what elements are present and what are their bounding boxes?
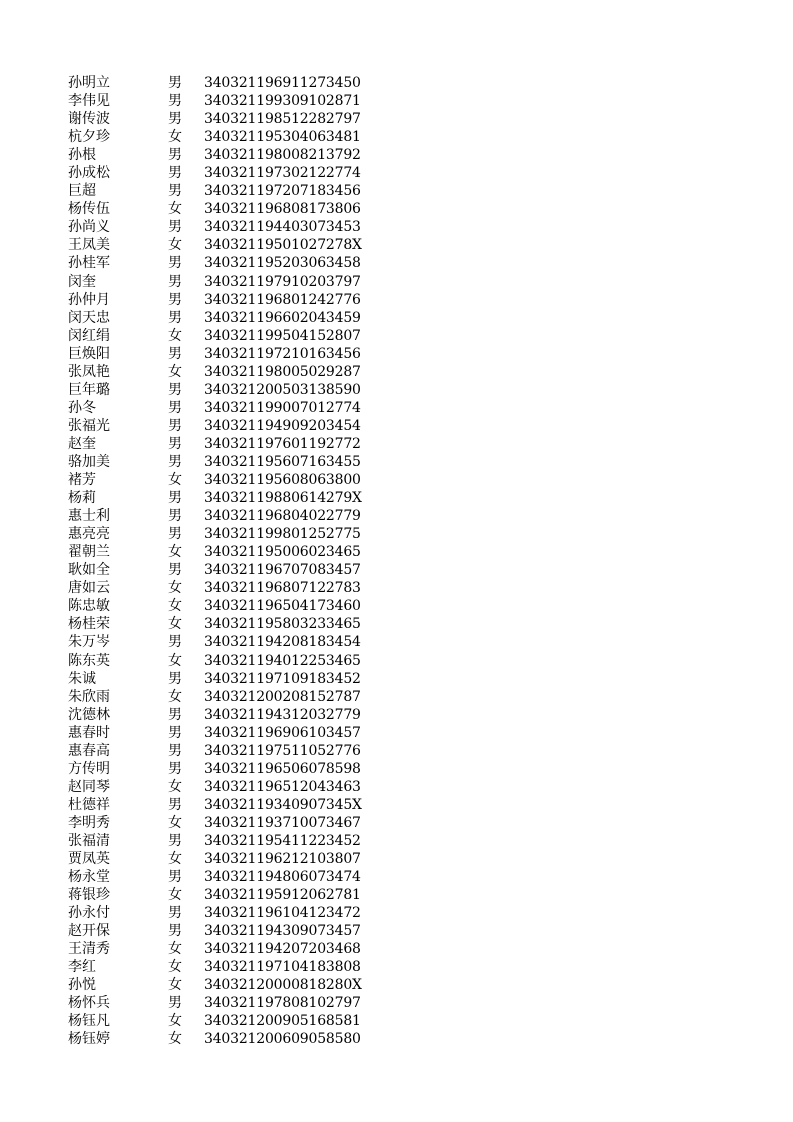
person-name: 惠亮亮 xyxy=(68,526,110,543)
roster-table xyxy=(68,74,368,1049)
person-gender: 男 xyxy=(168,724,182,741)
person-name: 赵开保 xyxy=(68,923,110,940)
person-name: 沈德林 xyxy=(68,706,110,723)
person-id-number: 340321196506078598 xyxy=(204,760,361,777)
person-id-number: 340321196104123472 xyxy=(204,905,361,922)
person-id-number: 340321195912062781 xyxy=(204,887,361,904)
table-row xyxy=(68,1030,368,1048)
table-row xyxy=(68,254,368,272)
person-gender: 男 xyxy=(168,453,182,470)
person-gender: 男 xyxy=(168,490,182,507)
person-name: 孙明立 xyxy=(68,75,110,91)
table-row xyxy=(68,74,368,92)
table-row xyxy=(68,435,368,453)
person-gender: 女 xyxy=(168,237,182,254)
person-name: 李伟见 xyxy=(68,93,110,110)
person-id-number: 340321195203063458 xyxy=(204,255,361,272)
person-id-number: 340321196707083457 xyxy=(204,562,361,579)
table-row xyxy=(68,525,368,543)
person-id-number: 340321197808102797 xyxy=(204,995,361,1012)
person-name: 孙仲月 xyxy=(68,291,110,308)
person-id-number: 340321200905168581 xyxy=(204,1013,361,1030)
person-gender: 男 xyxy=(168,670,182,687)
table-row xyxy=(68,182,368,200)
person-gender: 男 xyxy=(168,111,182,128)
person-gender: 女 xyxy=(168,327,182,344)
person-name: 孙尚义 xyxy=(68,219,110,236)
person-id-number: 340321200609058580 xyxy=(204,1031,361,1048)
person-id-number: 340321195411223452 xyxy=(204,832,361,849)
person-name: 巨超 xyxy=(68,183,96,200)
person-name: 赵同琴 xyxy=(68,778,110,795)
person-name: 孙冬 xyxy=(68,399,96,416)
person-gender: 女 xyxy=(168,1031,182,1048)
person-gender: 女 xyxy=(168,941,182,958)
person-id-number: 340321193710073467 xyxy=(204,814,361,831)
table-row xyxy=(68,940,368,958)
person-name: 张福清 xyxy=(68,832,110,849)
person-id-number: 340321199504152807 xyxy=(204,327,361,344)
person-name: 谢传波 xyxy=(68,111,110,128)
table-row xyxy=(68,976,368,994)
person-gender: 女 xyxy=(168,778,182,795)
person-name: 闵奎 xyxy=(68,273,96,290)
table-row xyxy=(68,742,368,760)
table-row xyxy=(68,507,368,525)
table-row xyxy=(68,363,368,381)
person-gender: 女 xyxy=(168,580,182,597)
person-id-number: 340321194403073453 xyxy=(204,219,361,236)
person-name: 陈东英 xyxy=(68,652,110,669)
person-name: 王清秀 xyxy=(68,941,110,958)
person-name: 朱欣雨 xyxy=(68,688,110,705)
table-row xyxy=(68,652,368,670)
person-name: 蒋银珍 xyxy=(68,887,110,904)
person-id-number: 340321197104183808 xyxy=(204,959,361,976)
person-name: 杨传伍 xyxy=(68,201,110,218)
person-gender: 男 xyxy=(168,381,182,398)
table-row xyxy=(68,218,368,236)
person-gender: 男 xyxy=(168,75,182,91)
person-id-number: 34032119340907345X xyxy=(204,796,362,813)
person-id-number: 340321196504173460 xyxy=(204,598,361,615)
person-name: 翟朝兰 xyxy=(68,544,110,561)
person-name: 贾凤英 xyxy=(68,851,110,868)
person-id-number: 340321196804022779 xyxy=(204,508,361,525)
person-name: 闵天忠 xyxy=(68,309,110,326)
table-row xyxy=(68,1012,368,1030)
person-id-number: 340321197910203797 xyxy=(204,273,361,290)
person-gender: 男 xyxy=(168,435,182,452)
person-id-number: 340321199801252775 xyxy=(204,526,361,543)
table-row xyxy=(68,417,368,435)
table-row xyxy=(68,706,368,724)
person-id-number: 340321196512043463 xyxy=(204,778,361,795)
person-gender: 男 xyxy=(168,923,182,940)
person-gender: 男 xyxy=(168,526,182,543)
person-id-number: 34032119501027278X xyxy=(204,237,362,254)
person-id-number: 340321200503138590 xyxy=(204,381,361,398)
person-name: 唐如云 xyxy=(68,580,110,597)
person-id-number: 340321195304063481 xyxy=(204,129,361,146)
person-gender: 女 xyxy=(168,688,182,705)
person-gender: 男 xyxy=(168,291,182,308)
person-name: 巨焕阳 xyxy=(68,345,110,362)
table-row xyxy=(68,200,368,218)
person-id-number: 340321196906103457 xyxy=(204,724,361,741)
person-id-number: 34032119880614279X xyxy=(204,490,362,507)
person-id-number: 340321197511052776 xyxy=(204,742,361,759)
table-row xyxy=(68,110,368,128)
table-row xyxy=(68,489,368,507)
table-row xyxy=(68,832,368,850)
person-id-number: 340321199007012774 xyxy=(204,399,361,416)
person-id-number: 340321194208183454 xyxy=(204,634,361,651)
person-name: 陈忠敏 xyxy=(68,598,110,615)
person-name: 褚芳 xyxy=(68,472,96,489)
table-row xyxy=(68,381,368,399)
table-row xyxy=(68,291,368,309)
person-gender: 男 xyxy=(168,399,182,416)
person-id-number: 340321197601192772 xyxy=(204,435,361,452)
person-name: 孙成松 xyxy=(68,165,110,182)
person-id-number: 340321194207203468 xyxy=(204,941,361,958)
person-gender: 男 xyxy=(168,508,182,525)
person-gender: 女 xyxy=(168,201,182,218)
person-gender: 男 xyxy=(168,634,182,651)
person-id-number: 340321194309073457 xyxy=(204,923,361,940)
person-name: 惠春高 xyxy=(68,742,110,759)
table-row xyxy=(68,579,368,597)
person-id-number: 340321195608063800 xyxy=(204,472,361,489)
person-gender: 男 xyxy=(168,417,182,434)
person-id-number: 340321196808173806 xyxy=(204,201,361,218)
person-name: 李红 xyxy=(68,959,96,976)
person-gender: 女 xyxy=(168,129,182,146)
person-gender: 女 xyxy=(168,887,182,904)
person-gender: 女 xyxy=(168,652,182,669)
table-row xyxy=(68,778,368,796)
person-name: 孙永付 xyxy=(68,905,110,922)
person-name: 杨怀兵 xyxy=(68,995,110,1012)
table-row xyxy=(68,543,368,561)
person-gender: 女 xyxy=(168,598,182,615)
person-name: 杨钰婷 xyxy=(68,1031,110,1048)
person-name: 孙根 xyxy=(68,147,96,164)
person-gender: 男 xyxy=(168,273,182,290)
person-gender: 女 xyxy=(168,544,182,561)
person-gender: 男 xyxy=(168,995,182,1012)
table-row xyxy=(68,236,368,254)
person-id-number: 340321195803233465 xyxy=(204,616,361,633)
table-row xyxy=(68,92,368,110)
person-gender: 男 xyxy=(168,832,182,849)
table-row xyxy=(68,453,368,471)
person-gender: 男 xyxy=(168,562,182,579)
person-name: 耿如全 xyxy=(68,562,110,579)
person-id-number: 340321194312032779 xyxy=(204,706,361,723)
person-gender: 女 xyxy=(168,616,182,633)
person-name: 李明秀 xyxy=(68,814,110,831)
person-id-number: 340321198512282797 xyxy=(204,111,361,128)
person-id-number: 340321199309102871 xyxy=(204,93,361,110)
person-gender: 女 xyxy=(168,363,182,380)
person-gender: 女 xyxy=(168,851,182,868)
table-row xyxy=(68,128,368,146)
person-id-number: 340321195607163455 xyxy=(204,453,361,470)
table-row xyxy=(68,994,368,1012)
person-name: 孙悦 xyxy=(68,977,96,994)
person-name: 杨钰凡 xyxy=(68,1013,110,1030)
person-gender: 男 xyxy=(168,93,182,110)
person-gender: 男 xyxy=(168,255,182,272)
person-gender: 男 xyxy=(168,760,182,777)
person-id-number: 34032120000818280X xyxy=(204,977,362,994)
table-row xyxy=(68,922,368,940)
person-name: 闵红绢 xyxy=(68,327,110,344)
person-gender: 女 xyxy=(168,1013,182,1030)
person-name: 朱万岑 xyxy=(68,634,110,651)
person-gender: 男 xyxy=(168,742,182,759)
person-id-number: 340321194012253465 xyxy=(204,652,361,669)
person-name: 张福光 xyxy=(68,417,110,434)
table-row xyxy=(68,345,368,363)
person-gender: 男 xyxy=(168,905,182,922)
table-row xyxy=(68,399,368,417)
table-row xyxy=(68,868,368,886)
person-id-number: 340321196602043459 xyxy=(204,309,361,326)
table-row xyxy=(68,688,368,706)
table-row xyxy=(68,958,368,976)
person-gender: 女 xyxy=(168,977,182,994)
person-id-number: 340321198008213792 xyxy=(204,147,361,164)
table-row xyxy=(68,615,368,633)
person-id-number: 340321196807122783 xyxy=(204,580,361,597)
table-row xyxy=(68,164,368,182)
table-row xyxy=(68,327,368,345)
person-name: 骆加美 xyxy=(68,453,110,470)
person-id-number: 340321196212103807 xyxy=(204,851,361,868)
person-id-number: 340321197109183452 xyxy=(204,670,361,687)
table-row xyxy=(68,273,368,291)
person-gender: 男 xyxy=(168,309,182,326)
person-name: 杜德祥 xyxy=(68,796,110,813)
table-row xyxy=(68,886,368,904)
person-gender: 男 xyxy=(168,219,182,236)
table-row xyxy=(68,471,368,489)
person-id-number: 340321200208152787 xyxy=(204,688,361,705)
person-name: 巨年璐 xyxy=(68,381,110,398)
person-gender: 男 xyxy=(168,183,182,200)
person-name: 杭夕珍 xyxy=(68,129,110,146)
person-name: 朱诚 xyxy=(68,670,96,687)
person-id-number: 340321198005029287 xyxy=(204,363,361,380)
person-name: 惠春时 xyxy=(68,724,110,741)
person-name: 王凤美 xyxy=(68,237,110,254)
person-id-number: 340321195006023465 xyxy=(204,544,361,561)
person-gender: 男 xyxy=(168,796,182,813)
table-row xyxy=(68,850,368,868)
table-row xyxy=(68,561,368,579)
table-row xyxy=(68,633,368,651)
table-row xyxy=(68,597,368,615)
person-name: 杨莉 xyxy=(68,490,96,507)
person-gender: 男 xyxy=(168,165,182,182)
table-row xyxy=(68,904,368,922)
person-id-number: 340321197207183456 xyxy=(204,183,361,200)
person-name: 杨永堂 xyxy=(68,869,110,886)
person-name: 孙桂军 xyxy=(68,255,110,272)
table-row xyxy=(68,146,368,164)
person-id-number: 340321194806073474 xyxy=(204,869,361,886)
person-gender: 男 xyxy=(168,345,182,362)
person-name: 赵奎 xyxy=(68,435,96,452)
person-gender: 男 xyxy=(168,869,182,886)
table-row xyxy=(68,724,368,742)
person-id-number: 340321196911273450 xyxy=(204,75,361,91)
person-name: 张凤艳 xyxy=(68,363,110,380)
person-gender: 女 xyxy=(168,959,182,976)
person-id-number: 340321197210163456 xyxy=(204,345,361,362)
table-row xyxy=(68,760,368,778)
table-row xyxy=(68,796,368,814)
table-row xyxy=(68,309,368,327)
person-id-number: 340321194909203454 xyxy=(204,417,361,434)
table-row xyxy=(68,814,368,832)
person-gender: 男 xyxy=(168,706,182,723)
person-id-number: 340321197302122774 xyxy=(204,165,361,182)
person-id-number: 340321196801242776 xyxy=(204,291,361,308)
person-gender: 女 xyxy=(168,472,182,489)
person-name: 杨桂荣 xyxy=(68,616,110,633)
person-gender: 男 xyxy=(168,147,182,164)
table-row xyxy=(68,670,368,688)
person-name: 方传明 xyxy=(68,760,110,777)
person-gender: 女 xyxy=(168,814,182,831)
person-name: 惠士利 xyxy=(68,508,110,525)
